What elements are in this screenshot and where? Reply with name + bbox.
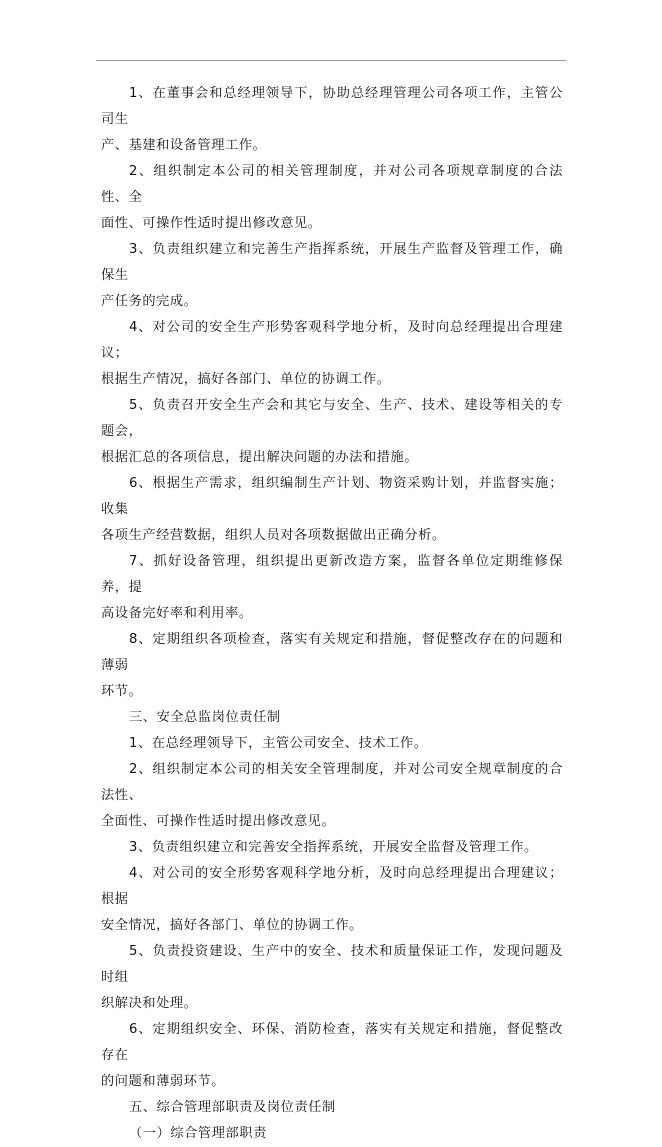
text-line: 2、组织制定本公司的相关管理制度，并对公司各项规章制度的合法性、全 <box>101 164 563 205</box>
text-line: 5、负责投资建设、生产中的安全、技术和质量保证工作，发现问题及时组 <box>101 944 563 985</box>
text-line: 7、抓好设备管理，组织提出更新改造方案，监督各单位定期维修保养，提 <box>101 554 563 595</box>
paragraph-safety-duty-3 <box>101 835 563 861</box>
paragraph-safety-duty-6 <box>101 1017 563 1095</box>
paragraph-safety-duty-2 <box>101 757 563 835</box>
text-line: 4、对公司的安全生产形势客观科学地分析，及时向总经理提出合理建议； <box>101 320 563 361</box>
paragraph-safety-duty-4 <box>101 861 563 939</box>
text-line: 的问题和薄弱环节。 <box>101 1074 226 1089</box>
text-line: 各项生产经营数据，组织人员对各项数据做出正确分析。 <box>101 528 446 543</box>
subsection-heading-department-duties <box>101 1121 563 1147</box>
text-line: 1、在总经理领导下，主管公司安全、技术工作。 <box>129 736 428 751</box>
text-line: 3、负责组织建立和完善生产指挥系统，开展生产监督及管理工作，确保生 <box>101 242 563 283</box>
text-line: 高设备完好率和利用率。 <box>101 606 253 621</box>
section-heading-general-management <box>101 1095 563 1121</box>
text-line: 织解决和处理。 <box>101 996 198 1011</box>
paragraph-duty-2 <box>101 159 563 237</box>
paragraph-duty-6 <box>101 471 563 549</box>
paragraph-duty-8 <box>101 627 563 705</box>
header-rule <box>96 60 566 61</box>
paragraph-duty-5 <box>101 393 563 471</box>
text-line: 6、定期组织安全、环保、消防检查，落实有关规定和措施，督促整改存在 <box>101 1022 563 1063</box>
text-line: 产任务的完成。 <box>101 294 198 309</box>
text-line: 安全情况，搞好各部门、单位的协调工作。 <box>101 918 363 933</box>
text-line: 全面性、可操作性适时提出修改意见。 <box>101 814 336 829</box>
text-line: 根据生产情况，搞好各部门、单位的协调工作。 <box>101 372 391 387</box>
text-line: 8、定期组织各项检查，落实有关规定和措施，督促整改存在的问题和薄弱 <box>101 632 563 673</box>
text-line: 6、根据生产需求，组织编制生产计划、物资采购计划，并监督实施；收集 <box>101 476 563 517</box>
text-line: （一）综合管理部职责 <box>129 1126 267 1141</box>
text-line: 1、在董事会和总经理领导下，协助总经理管理公司各项工作，主管公司生 <box>101 86 563 127</box>
text-line: 根据汇总的各项信息，提出解决问题的办法和措施。 <box>101 450 419 465</box>
text-line: 4、对公司的安全形势客观科学地分析，及时向总经理提出合理建议；根据 <box>101 866 563 907</box>
text-line: 环节。 <box>101 684 143 699</box>
text-line: 三、安全总监岗位责任制 <box>129 710 281 725</box>
paragraph-safety-duty-1 <box>101 731 563 757</box>
document-body <box>101 81 563 1147</box>
paragraph-duty-1 <box>101 81 563 159</box>
text-line: 产、基建和设备管理工作。 <box>101 138 267 153</box>
text-line: 五、综合管理部职责及岗位责任制 <box>129 1100 336 1115</box>
text-line: 2、组织制定本公司的相关安全管理制度，并对公司安全规章制度的合法性、 <box>101 762 563 803</box>
paragraph-safety-duty-5 <box>101 939 563 1017</box>
text-line: 3、负责组织建立和完善安全指挥系统，开展安全监督及管理工作。 <box>129 840 538 855</box>
text-line: 面性、可操作性适时提出修改意见。 <box>101 216 322 231</box>
paragraph-duty-7 <box>101 549 563 627</box>
paragraph-duty-4 <box>101 315 563 393</box>
text-line: 5、负责召开安全生产会和其它与安全、生产、技术、建设等相关的专题会， <box>101 398 563 439</box>
paragraph-duty-3 <box>101 237 563 315</box>
section-heading-safety-director <box>101 705 563 731</box>
